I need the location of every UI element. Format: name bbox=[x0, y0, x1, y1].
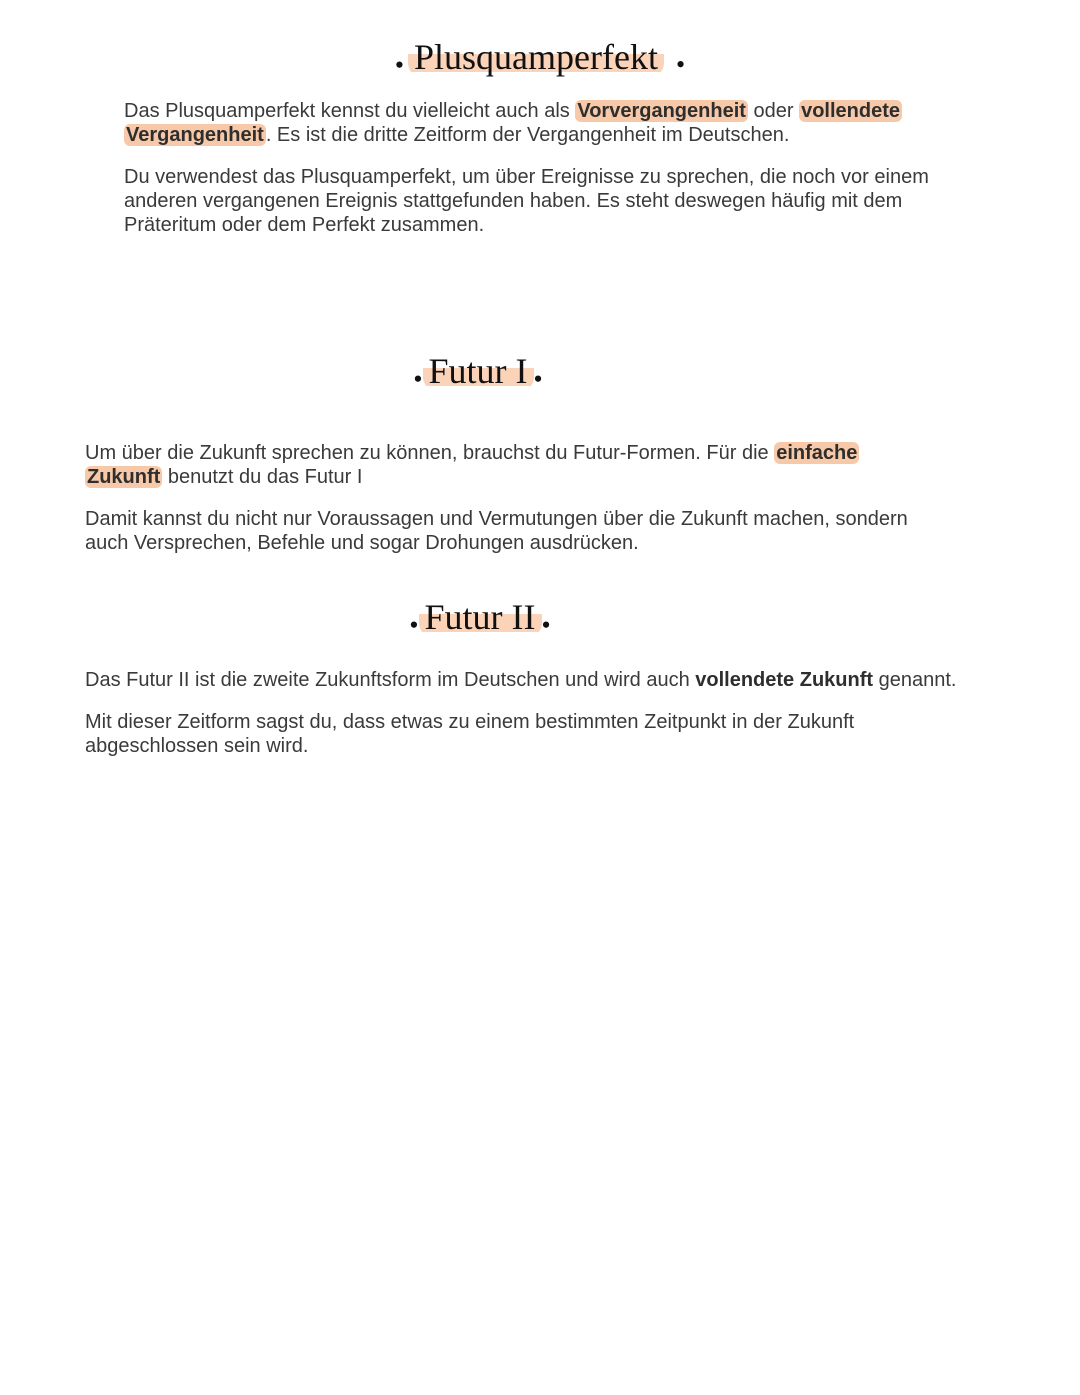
bullet-dot: • bbox=[533, 364, 543, 394]
heading-title: Futur II bbox=[419, 597, 542, 637]
paragraph-plusquamperfekt-definition: Das Plusquamperfekt kennst du vielleicht auch als Vorvergangenheit oder vollendete Vergangenheit . Es ist die dritte Zeitform der Vergangenheit im Deutschen. bbox=[124, 100, 900, 146]
bullet-dot: • bbox=[675, 50, 686, 80]
heading-title: Plusquamperfekt bbox=[408, 37, 664, 77]
bullet-dot: • bbox=[409, 610, 419, 640]
paragraph-futur-2-usage: Mit dieser Zeitform sagst du, dass etwas zu einem bestimmten Zeitpunkt in der Zukunft abgeschlossen sein wird. bbox=[85, 711, 855, 757]
paragraph-futur-2-definition: Das Futur II ist die zweite Zukunftsform im Deutschen und wird auch vollendete Zukunft genannt. bbox=[85, 669, 957, 691]
bullet-dot: • bbox=[413, 364, 423, 394]
heading-futur-2 bbox=[0, 596, 1020, 640]
highlight-vergangenheit: Vergangenheit bbox=[126, 124, 264, 146]
heading-title: Futur I bbox=[423, 351, 534, 391]
paragraph-futur-1-definition: Um über die Zukunft sprechen zu können, brauchst du Futur-Formen. Für die einfache Zukunft benutzt du das Futur I bbox=[85, 442, 858, 488]
highlight-zukunft: Zukunft bbox=[87, 466, 161, 488]
highlight-vorvergangenheit: Vorvergangenheit bbox=[577, 100, 746, 122]
bold-vollendete-zukunft: vollendete Zukunft bbox=[695, 669, 874, 691]
heading-futur-1 bbox=[0, 350, 1018, 394]
highlight-einfache: einfache bbox=[776, 442, 858, 464]
paragraph-futur-1-usage: Damit kannst du nicht nur Voraussagen und Vermutungen über die Zukunft machen, sondern auch Versprechen, Befehle und sogar Drohungen ausdrücken. bbox=[85, 508, 908, 554]
highlight-vollendete: vollendete bbox=[801, 100, 900, 122]
paragraph-plusquamperfekt-usage: Du verwendest das Plusquamperfekt, um über Ereignisse zu sprechen, die noch vor einem anderen vergangenen Ereignis stattgefunden haben. Es steht deswegen häufig mit dem Präteritum oder dem Perfekt zusammen. bbox=[124, 166, 929, 236]
bullet-dot: • bbox=[541, 610, 551, 640]
heading-plusquamperfekt bbox=[0, 36, 1080, 80]
bullet-dot: • bbox=[394, 50, 405, 80]
